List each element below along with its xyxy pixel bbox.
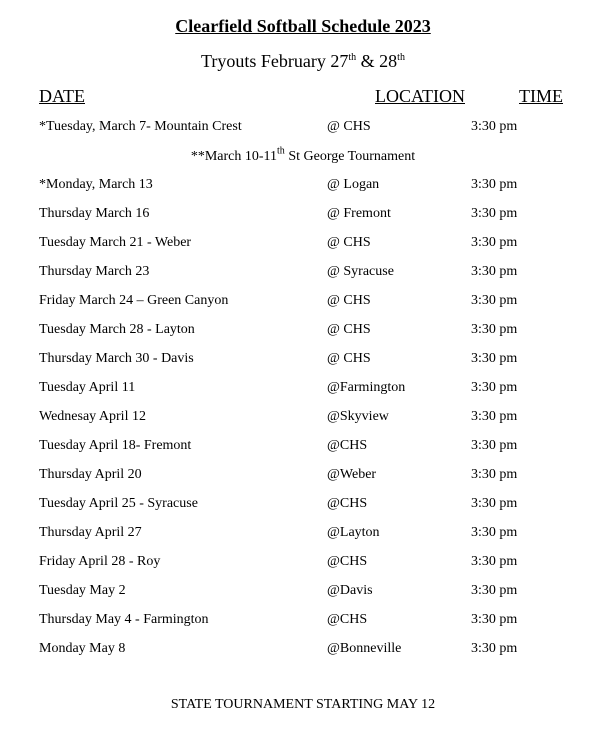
table-row bbox=[0, 553, 606, 582]
time-cell: 3:30 pm bbox=[471, 438, 518, 453]
location-cell: @ CHS bbox=[327, 351, 371, 366]
date-cell: Thursday April 20 bbox=[39, 467, 142, 482]
date-cell: Thursday April 27 bbox=[39, 525, 142, 540]
time-cell: 3:30 pm bbox=[471, 612, 518, 627]
date-cell: Thursday May 4 - Farmington bbox=[39, 612, 209, 627]
table-row bbox=[0, 582, 606, 611]
location-cell: @CHS bbox=[327, 612, 368, 627]
date-cell: Tuesday April 25 - Syracuse bbox=[39, 496, 198, 511]
location-cell: @ Syracuse bbox=[327, 264, 394, 279]
location-cell: @CHS bbox=[327, 438, 368, 453]
table-row bbox=[0, 176, 606, 205]
location-cell: @Davis bbox=[327, 583, 373, 598]
date-cell: Tuesday April 18- Fremont bbox=[39, 438, 192, 453]
location-cell: @Layton bbox=[327, 525, 380, 540]
location-cell: @ CHS bbox=[327, 119, 371, 134]
table-row bbox=[0, 437, 606, 466]
note-prefix: **March 10-11 bbox=[190, 149, 278, 164]
date-cell: Tuesday April 11 bbox=[39, 380, 136, 395]
time-cell: 3:30 pm bbox=[471, 467, 518, 482]
time-cell: 3:30 pm bbox=[471, 235, 518, 250]
location-cell: @ Logan bbox=[327, 177, 380, 192]
note-sup: th bbox=[277, 145, 285, 157]
header-location: LOCATION bbox=[375, 86, 465, 106]
page-title: Clearfield Softball Schedule 2023 bbox=[175, 16, 431, 36]
time-cell: 3:30 pm bbox=[471, 583, 518, 598]
date-cell: Monday May 8 bbox=[39, 641, 126, 656]
time-cell: 3:30 pm bbox=[471, 641, 518, 656]
header-time: TIME bbox=[519, 86, 563, 106]
schedule-group-a bbox=[0, 118, 606, 147]
time-cell: 3:30 pm bbox=[471, 380, 518, 395]
date-cell: Thursday March 23 bbox=[39, 264, 150, 279]
date-cell: Tuesday March 21 - Weber bbox=[39, 235, 192, 250]
table-row bbox=[0, 640, 606, 669]
table-row bbox=[0, 350, 606, 379]
time-cell: 3:30 pm bbox=[471, 322, 518, 337]
time-cell: 3:30 pm bbox=[471, 206, 518, 221]
date-cell: Wednesay April 12 bbox=[39, 409, 146, 424]
date-cell: Thursday March 16 bbox=[39, 206, 150, 221]
table-row bbox=[0, 524, 606, 553]
table-row bbox=[0, 495, 606, 524]
location-cell: @Skyview bbox=[327, 409, 389, 424]
location-cell: @CHS bbox=[327, 496, 368, 511]
table-row bbox=[0, 263, 606, 292]
table-row bbox=[0, 321, 606, 350]
time-cell: 3:30 pm bbox=[471, 525, 518, 540]
time-cell: 3:30 pm bbox=[471, 351, 518, 366]
tryouts-sup1: th bbox=[348, 52, 357, 63]
location-cell: @ CHS bbox=[327, 322, 371, 337]
location-cell: @Bonneville bbox=[327, 641, 402, 656]
time-cell: 3:30 pm bbox=[471, 409, 518, 424]
table-row bbox=[0, 292, 606, 321]
table-row bbox=[0, 205, 606, 234]
date-cell: *Monday, March 13 bbox=[39, 177, 153, 192]
date-cell: *Tuesday, March 7- Mountain Crest bbox=[39, 119, 242, 134]
table-row bbox=[0, 234, 606, 263]
tournament-note bbox=[0, 147, 606, 176]
time-cell: 3:30 pm bbox=[471, 554, 518, 569]
table-row bbox=[0, 611, 606, 640]
location-cell: @ CHS bbox=[327, 235, 371, 250]
footer-note: STATE TOURNAMENT STARTING MAY 12 bbox=[170, 697, 436, 712]
tryouts-mid: & 28 bbox=[356, 51, 398, 71]
date-cell: Thursday March 30 - Davis bbox=[39, 351, 194, 366]
header-date: DATE bbox=[39, 86, 85, 106]
time-cell: 3:30 pm bbox=[471, 496, 518, 511]
table-row bbox=[0, 118, 606, 147]
note-text bbox=[190, 145, 416, 164]
time-cell: 3:30 pm bbox=[471, 177, 518, 192]
tryouts-line bbox=[0, 51, 606, 72]
table-row bbox=[0, 408, 606, 437]
date-cell: Friday March 24 – Green Canyon bbox=[39, 293, 229, 308]
date-cell: Tuesday May 2 bbox=[39, 583, 126, 598]
location-cell: @ Fremont bbox=[327, 206, 391, 221]
schedule-list bbox=[0, 118, 606, 669]
date-cell: Friday April 28 - Roy bbox=[39, 554, 161, 569]
location-cell: @CHS bbox=[327, 554, 368, 569]
location-cell: @Farmington bbox=[327, 380, 406, 395]
location-cell: @ CHS bbox=[327, 293, 371, 308]
time-cell: 3:30 pm bbox=[471, 119, 518, 134]
tryouts-prefix: Tryouts February 27 bbox=[201, 51, 349, 71]
schedule-group-b bbox=[0, 176, 606, 669]
table-row bbox=[0, 379, 606, 408]
time-cell: 3:30 pm bbox=[471, 264, 518, 279]
date-cell: Tuesday March 28 - Layton bbox=[39, 322, 195, 337]
note-suffix: St George Tournament bbox=[284, 149, 416, 164]
table-row bbox=[0, 466, 606, 495]
location-cell: @Weber bbox=[327, 467, 377, 482]
time-cell: 3:30 pm bbox=[471, 293, 518, 308]
tryouts-sup2: th bbox=[397, 52, 405, 63]
